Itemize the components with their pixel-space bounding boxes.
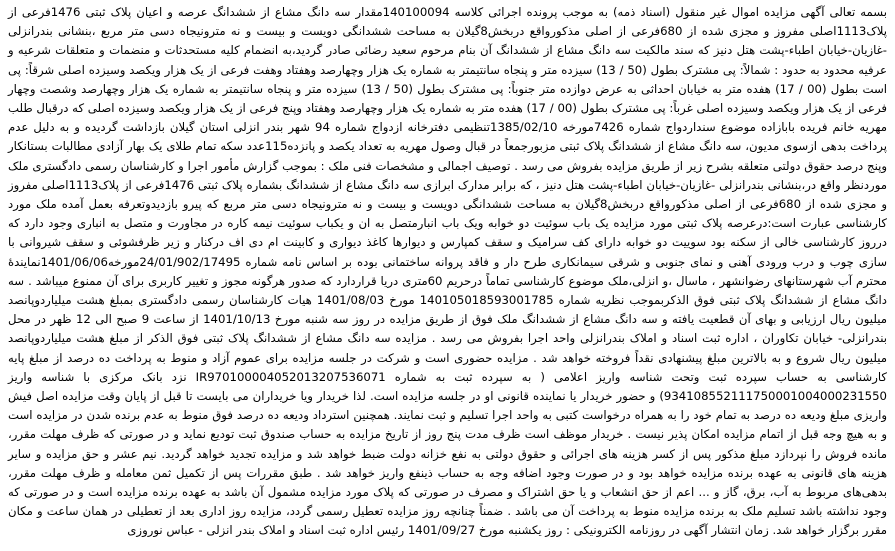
notice-body-text: بسمه تعالی آگهی مزایده اموال غیر منقول (اسناد ذمه) به موجب پرونده اجرائی کلاسه 140100094مقدار سه دانگ مشاع از ششدانگ عرصه و اعیان پلاک ثبتی 1476فرعی از پلاک1113اصلی مفروز و مجزی شده از 680فرعی از اصلی مذکورواقع دربخش8گیلان به مساحت ششدانگی دویست و بیست و نه مترونیجاه دسی متر مربع ،بنشانی بندرانزلی -غازیان-خیابان اطباء-پشت هتل دنیز که سند مالکیت سه دانگ مشاع از ششدانگ آن بنام مرحوم سعید رضائی صادر گردید،به انضمام کلیه مستحدثات و منضمات و متعلقات شرعیه و عرفیه محدود به حدود : شمالاً: پی مشترک بطول (50 / 13) سیزده متر و پنجاه سانتیمتر به شماره یک هزار وچهارصد وهفتاد وهفت فرعی از یک هزار ویکصد وسیزده اصلی شرقاً: پی است بطول (00 / 17) هفده متر به خیابان احداثی به عرض دوازده متر جنوباً: پی مشترک بطول (50 / 13) سیزده متر و پنجاه سانتیمتر به شماره یک هزار وچهارصد وشصت وچهار فرعی از یک هزار ویکصد وسیزده اصلی غرباً: پی مشترک بطول (00 / 17) هفده متر به شماره یک هزار وچهارصد وهفتاد وپنج فرعی از یک هزار ویکصد وسیزده اصلی که درقبال طلب مهریه خانم فریده بابازاده موضوع سنداردواج شماره 7426مورخه 1385/02/10تنظیمی دفترخانه ازدواج شماره 94 شهر بندر انزلی استان گیلان بازداشت گردیده و به دلیل عدم پرداخت بدهی ازسوی مدیون، سه دانگ مشاع از ششدانگ پلاک ثبتی مزبورجمعاً در قبال وصول مهریه به تعداد یکصد و پانزده115عدد سکه تمام طلای یک بهار آزادی مطالبات بستانکار وپنج درصد حقوق دولتی متعلقه بشرح زیر از طریق مزایده بفروش می رسد . توصیف اجمالی و مشخصات فنی ملک : بموجب گزارش مأمور اجرا و کارشناسان رسمی دادگستری ملک موردنظر واقع در،بنشانی بندرانزلی -غازیان-خیابان اطباء-پشت هتل دنیز ، که برابر مدارک ابرازی سه دانگ مشاع از ششدانگ بشماره پلاک ثبتی 1476فرعی از پلاک1113اصلی مفروز و مجزی شده از 680فرعی از اصلی مذکورواقع دربخش8گیلان به مساحت ششدانگی دویست و بیست و نه مترونیجاه دسی متر مربع که پیرو بازدیدوتعرفه بعمل آمده ملک مورد کارشناسی عبارت است:درعرصه پلاک ثبتی مورد مزایده یک باب سوئیت دو خوابه ویک باب انبارمتصل به ان و یکباب سوئیت نیمه کاره در مجاورت و متصل به انباری وجود دارد که درروز کارشناسی خالی از سکنه بود سوییت دو خوابه دارای کف سرامیک و سقف کمپارس و دیوارها کاغذ دیواری و کابینت ام دی اف درکنار و زیر ظرفشوئی و سقف شیروانی با سازی چوب و درب ورودی آهنی و نمای جنوبی و شرقی سیمانکاری طرح دار و فاقد پروانه ساختمانی بوده بر اساس نامه شماره 24/01/902/17495مورخه1401/06/06نمایندۀ محترم آب شهرستانهای رضوانشهر ، ماسال ،و انزلی،ملک موضوع کارشناسی تماماً درحریم 60متری دریا قراردارد که صدور هرگونه مجوز و تغییر کاربری برای آن ممنوع میباشد . سه دانگ مشاع از ششدانگ پلاک ثبتی فوق الذکربموجب نظریه شماره 140105018593001785 مورخ 1401/08/03 هیات کارشناسان رسمی دادگستری بمبلغ هشت میلیاردوپانصد میلیون ریال ارزیابی و بهای آن قطعیت یافته و سه دانگ مشاع از ششدانگ ملک فوق از طریق مزایده در روز سه شنبه مورخ 1401/10/13 از ساعت 9 صبح الی 12 ظهر در محل بندرانزلی- خیابان تکاوران ، اداره ثبت اسناد و املاک بندرانزلی واحد اجرا بفروش می رسد . مزایده سه دانگ مشاع از ششدانگ پلاک ثبتی فوق الذکر از مبلغ هشت میلیاردوپانصد میلیون ریال شروع و به بالاترین مبلغ پیشنهادی نقداً فروخته خواهد شد . مزایده حضوری است و شرکت در جلسه مزایده برای عموم آزاد و منوط به پرداخت ده درصد از مبلغ پایه کارشناسی به حساب سپرده ثبت وتحت شناسه واریز اعلامی ( به سپرده ثبت به شماره IR970100004052013207536071 نزد بانک مرکزی با شناسه واریز 934108552111750001004000231550) و حضور خریدار یا نماینده قانونی او در جلسه مزایده است. لذا خریدار ویا خریداران می بایست تا قبل از پایان وقت مزایده اصل فیش واریزی مبلغ ودیعه ده درصد به تمام خود را به همراه درخواست کتبی به واحد اجرا تسلیم و ثبت نمایند. همچنین استرداد ودیعه ده درصد فوق منوط به عدم برنده شدن در مزایده است و به هیچ وجه قبل از اتمام مزایده امکان پذیر نیست . خریدار موظف است ظرف مدت پنج روز از تاریخ مزایده به حساب صندوق ثبت تودیع نماید و در صورتی که ظرف مهلت مقرر، مانده فروش را نپردازد مبلغ مذکور پس از کسر هزینه های اجرائی و حقوق دولتی به نفع خزانه دولت ضبط خواهد شد و مزایده تجدید خواهد گردید. نیم عشر و حق مزایده و سایر هزینه های قانونی به عهده برنده مزایده خواهد بود و در صورت وجود اضافه وجه به حساب ذینفع واریز خواهد شد . طبق مقررات پس از تکمیل ثمن معامله و ظرف مهلت مقرر، بدهی‌های مربوط به آب، برق، گاز و ... اعم از حق انشعاب و یا حق اشتراک و مصرف در صورتی که پلاک مورد مزایده مشمول آن باشد به عهده برنده مزایده است و در صورتی که وجود نداشته باشد تسلیم ملک به برنده مزایده منوط به پرداخت آن می باشد . ضمناً چنانچه روز مزایده تعطیل رسمی گردد، مزایده روز اداری بعد از تعطیلی در همان ساعت و مکان مقرر برگزار خواهد شد. زمان انتشار آگهی در روزنامه الکترونیکی : روز یکشنبه مورخ 1401/09/27 رئیس اداره ثبت اسناد و املاک بندر انزلی - عباس نوروزی xyxy=(8,5,888,538)
